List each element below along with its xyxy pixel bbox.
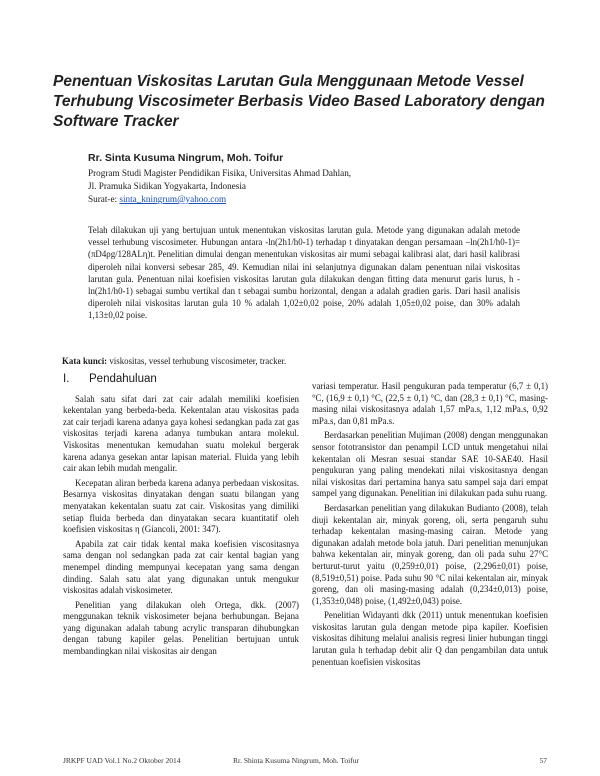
footer-journal: JRKPF UAD Vol.1 No.2 Oktober 2014 — [63, 756, 181, 765]
section-number: I. — [63, 373, 70, 385]
paragraph: Penelitian Widayanti dkk (2011) untuk menentukan koefisien viskositas larutan gula dengan metode pipa kapiler. Koefisien viskositas dihitung melalui analisis regresi linier hubungan tinggi larutan gula h terhadap debit alir Q dan pengambilan data untuk penentuan koefisien viskositas — [312, 610, 548, 667]
paragraph: Apabila zat cair tidak kental maka koefisien viscositasnya sama dengan nol sedangkan pada zat cair kental bagian yang menempel dinding mempunyai kecepatan yang sama dengan dinding. Salah satu alat yang digunakan untuk mengukur viskositas adalah viskosimeter. — [63, 538, 299, 596]
page-number: 57 — [539, 756, 547, 765]
affiliation-line: Program Studi Magister Pendidikan Fisika, Universitas Ahmad Dahlan, — [88, 168, 352, 178]
right-column — [312, 381, 548, 671]
paragraph: Kecepatan aliran berbeda karena adanya perbedaan viskositas. Besarnya viskositas dinyatakan dengan suatu bilangan yang menyatakan kekentalan suatu zat cair. Viskositas yang dimiliki setiap fluida berbeda dan dinyatakan secara kuantitatif oleh koefisien viskositas η (Giancoli, 2001: 347). — [63, 477, 299, 535]
affiliation-line: Jl. Pramuka Sidikan Yogyakarta, Indonesia — [88, 181, 246, 191]
page-footer — [63, 756, 547, 768]
keywords — [62, 355, 522, 367]
email-line — [88, 193, 528, 205]
paragraph: variasi temperatur. Hasil pengukuran pada temperatur (6,7 ± 0,1) °C, (16,9 ± 0,1) °C, (22,5 ± 0,1) °C, dan (28,3 ± 0,1) °C, masing-masing nilai viskositasnya adalah 1,57 mPa.s, 1,12 mPa.s, 0,92 mPa.s, dan 0,81 mPa.s. — [312, 381, 548, 426]
keywords-text: viskositas, vessel terhubung viscosimeter, tracker. — [109, 356, 287, 366]
keywords-label: Kata kunci: — [62, 356, 108, 366]
paragraph: Berdasarkan penelitian yang dilakukan Budianto (2008), telah diuji kekentalan air, minyak goreng, oli, serta pengaruh suhu terhadap kekentalan masing-masing cairan. Metode yang digunakan adalah metode bola jatuh. Dari penelitian menunjukan bahwa kekentalan air, minyak goreng, dan oli pada suhu 27°C berturut-turut yaitu (0,259±0,01) poise, (2,296±0,01) poise, (8,519±0,51) poise. Pada suhu 90 °C nilai kekentalan air, minyak goreng, dan oli masing-masing adalah (0,234±0,013) poise, (1,353±0,048) poise, (1,492±0,043) poise. — [312, 502, 548, 606]
section-title: Pendahuluan — [89, 373, 157, 385]
email-link[interactable]: sinta_kningrum@yahoo.com — [119, 194, 227, 204]
paragraph: Berdasarkan penelitian Mujiman (2008) dengan menggunakan sensor fototransistor dan penampil LCD untuk mengetahui nilai kekentalan oli Mesran sesuai standar SAE 10-SAE40. Hasil pengukuran yang paling mendekati nilai viskositasnya dengan nilai viskositas dari pertamina hanya satu sampel saja dari empat sampel yang digunakan. Penelitian ini dilakukan pada suhu ruang. — [312, 430, 548, 499]
abstract: Telah dilakukan uji yang bertujuan untuk menentukan viskositas larutan gula. Metode yang digunakan adalah metode vessel terhubung viscosimeter. Hubungan antara -ln(2h1/h0-1) terhadap t dinyatakan dengan persamaan –ln(2h1/h0-1)=(πD4ρg/128ALη)t. Penelitian dimulai dengan menentukan viskositas air mumi sebagai kalibrasi alat, dari hasil kalibrasi diperoleh nilai konversi sebesar 285, 49. Kemudian nilai ini selanjutnya digunakan dalam penentuan nilai viskositas larutan gula. Penentuan nilai koefisien viskositas larutan gula dilakukan dengan fitting data menurut garis lurus, h -ln(2h1/h0-1) sebagai sumbu vertikal dan t sebagai sumbu horizontal, dengan a adalah gradien garis. Dari hasil analisis diperoleh nilai viskositas larutan gula 10 % adalah 1,02±0,02 poise, 20% adalah 1,05±0,02 poise, dan 30% adalah 1,13±0,02 poise. — [88, 225, 520, 321]
email-label: Surat-e: — [88, 194, 118, 204]
paragraph: Salah satu sifat dari zat cair adalah memiliki koefisien kekentalan yang berbeda-beda. Kekentalan atau viskositas pada zat cair terjadi karena adanya gaya kohesi sedangkan pada zat gas viskositas terjadi karena adanya tumbukan antara molekul. Viskositas menentukan kemudahan suatu molekul bergerak karena adanya gesekan antar lapisan material. Fluida yang lebih cair akan lebih mudah mengalir. — [63, 393, 299, 474]
left-column — [63, 370, 299, 661]
paper-title: Penentuan Viskositas Larutan Gula Menggunaan Metode Vessel Terhubung Viscosimeter Berbasis Video Based Laboratory dengan Software Tracker — [53, 73, 545, 130]
paragraph: Penelitian yang dilakukan oleh Ortega, dkk. (2007) menggunakan teknik viskosimeter bejana berhubungan. Bejana yang digunakan adalah tabung acrylic transparan dihubungkan dengan tabung kapiler gelas. Penelitian bertujuan untuk membandingkan nilai viskositas air dengan — [63, 599, 299, 657]
footer-authors: Rr. Shinta Kusuma Ningrum, Moh. Toifur — [233, 756, 360, 765]
section-heading — [63, 370, 299, 386]
paper-authors: Rr. Sinta Kusuma Ningrum, Moh. Toifur — [88, 152, 284, 164]
